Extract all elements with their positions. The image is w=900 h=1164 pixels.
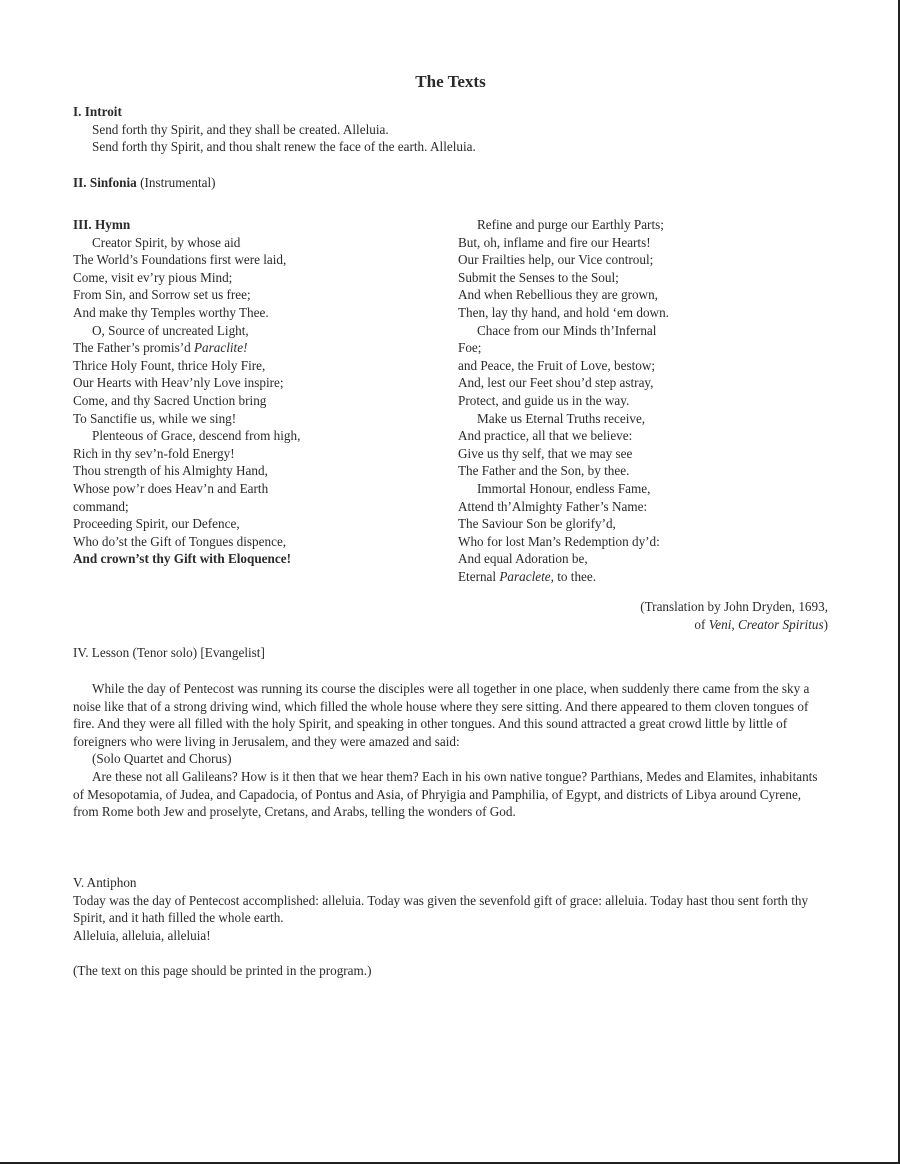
hymn-line: To Sanctifie us, while we sing! xyxy=(73,410,237,426)
hymn-line: Attend th’Almighty Father’s Name: xyxy=(458,498,648,514)
hymn-right-column xyxy=(458,216,828,585)
hymn-line: Protect, and guide us in the way. xyxy=(458,392,630,408)
sinfonia-heading: II. Sinfonia xyxy=(73,175,137,190)
hymn-line-bold: And crown’st thy Gift with Eloquence! xyxy=(73,551,291,567)
hymn-line: But, oh, inflame and fire our Hearts! xyxy=(458,234,651,250)
sinfonia-section xyxy=(73,174,216,192)
hymn-line: Give us thy self, that we may see xyxy=(458,445,633,461)
hymn-line: Submit the Senses to the Soul; xyxy=(458,269,619,285)
hymn-line-text: The Father’s promis’d xyxy=(73,340,194,356)
hymn-line: Our Frailties help, our Vice controul; xyxy=(458,252,654,268)
introit-line: Send forth thy Spirit, and they shall be created. Alleluia. xyxy=(92,121,389,137)
hymn-line: Who for lost Man’s Redemption dy’d: xyxy=(458,533,660,549)
hymn-line-text: to thee. xyxy=(553,568,597,584)
hymn-line: Refine and purge our Earthly Parts; xyxy=(477,217,664,232)
hymn-line: And, lest our Feet shou’d step astray, xyxy=(458,375,654,391)
hymn-line: The Father and the Son, by thee. xyxy=(458,463,630,479)
hymn-line xyxy=(458,568,828,586)
hymn-line: And make thy Temples worthy Thee. xyxy=(73,304,269,320)
hymn-line: Who do’st the Gift of Tongues dispence, xyxy=(73,533,287,549)
hymn-line: and Peace, the Fruit of Love, bestow; xyxy=(458,357,656,373)
hymn-line: And when Rebellious they are grown, xyxy=(458,287,658,303)
hymn-line: Foe; xyxy=(458,340,482,356)
hymn-line: Thrice Holy Fount, thrice Holy Fire, xyxy=(73,357,266,373)
antiphon-section xyxy=(73,874,828,944)
credit-text: ) xyxy=(823,616,828,632)
credit-line xyxy=(640,616,828,634)
hymn-line-text: Eternal xyxy=(458,568,500,584)
hymn-line xyxy=(73,339,443,357)
hymn-line: Then, lay thy hand, and hold ‘em down. xyxy=(458,304,669,320)
lesson-paragraph: While the day of Pentecost was running its course the disciples were all together in one place, when suddenly there came from the sky a noise like that of a strong driving wind, which filled the whole house where they sere sitting. And there appeared to them cloven tongues of fire. And they were all filled with the holy Spirit, and speaking in other tongues. And this sound attracted a great crowd little by little of foreigners who were living in Jerusalem, and they were amazed and said: xyxy=(73,681,810,749)
credit-text: of xyxy=(694,616,709,632)
hymn-line: Thou strength of his Almighty Hand, xyxy=(73,463,268,479)
antiphon-alleluia: Alleluia, alleluia, alleluia! xyxy=(73,927,211,943)
hymn-line: The Saviour Son be glorify’d, xyxy=(458,516,616,532)
hymn-line: Come, visit ev’ry pious Mind; xyxy=(73,269,233,285)
hymn-line: Chace from our Minds th’Infernal xyxy=(477,322,657,338)
introit-heading: I. Introit xyxy=(73,104,122,119)
hymn-line: And equal Adoration be, xyxy=(458,551,588,567)
sinfonia-note: (Instrumental) xyxy=(140,175,216,190)
lesson-section xyxy=(73,680,828,821)
hymn-line-italic: Paraclite! xyxy=(194,340,248,356)
antiphon-text: Today was the day of Pentecost accomplished: alleluia. Today was given the sevenfold gift of grace: alleluia. Today hast thou sent forth thy Spirit, and it hath filled the whole earth. xyxy=(73,892,809,926)
page-title: The Texts xyxy=(415,72,486,91)
hymn-line: Come, and thy Sacred Unction bring xyxy=(73,392,267,408)
hymn-line: Rich in thy sev’n-fold Energy! xyxy=(73,445,235,461)
hymn-line: command; xyxy=(73,498,129,514)
hymn-line: The World’s Foundations first were laid, xyxy=(73,252,287,268)
hymn-line: Whose pow’r does Heav’n and Earth xyxy=(73,480,269,496)
lesson-performer-note: (Solo Quartet and Chorus) xyxy=(92,751,232,767)
hymn-left-column xyxy=(73,216,443,568)
hymn-line: Proceeding Spirit, our Defence, xyxy=(73,516,240,532)
hymn-line: Immortal Honour, endless Fame, xyxy=(477,480,651,496)
hymn-line-italic: Paraclete, xyxy=(499,568,554,584)
lesson-heading: IV. Lesson (Tenor solo) [Evangelist] xyxy=(73,645,265,660)
lesson-paragraph: Are these not all Galileans? How is it then that we hear them? Each in his own native tongue? Parthians, Medes and Elamites, inhabitants of Mesopotamia, of Judea, and Capadocia, of Pontus and Asia, of Phryigia and Pamphilia, of Egypt, and districts of Libya around Cyrene, from Rome both Jew and proselyte, Cretans, and Arabs, telling the wonders of God. xyxy=(73,768,818,820)
translation-credit xyxy=(640,598,828,633)
hymn-line: And practice, all that we believe: xyxy=(458,428,633,444)
hymn-line: Plenteous of Grace, descend from high, xyxy=(92,428,301,444)
introit-section xyxy=(73,103,476,156)
hymn-line: Creator Spirit, by whose aid xyxy=(92,234,241,250)
hymn-line: Our Hearts with Heav’nly Love inspire; xyxy=(73,375,284,391)
hymn-line: From Sin, and Sorrow set us free; xyxy=(73,287,251,303)
hymn-line: O, Source of uncreated Light, xyxy=(92,322,249,338)
hymn-heading: III. Hymn xyxy=(73,217,131,232)
credit-line: (Translation by John Dryden, 1693, xyxy=(640,599,828,614)
introit-line: Send forth thy Spirit, and thou shalt renew the face of the earth. Alleluia. xyxy=(92,139,476,155)
footer-note: (The text on this page should be printed in the program.) xyxy=(73,963,372,978)
credit-work-title: Veni, Creator Spiritus xyxy=(708,616,824,632)
hymn-line: Make us Eternal Truths receive, xyxy=(477,410,646,426)
antiphon-heading: V. Antiphon xyxy=(73,875,137,890)
